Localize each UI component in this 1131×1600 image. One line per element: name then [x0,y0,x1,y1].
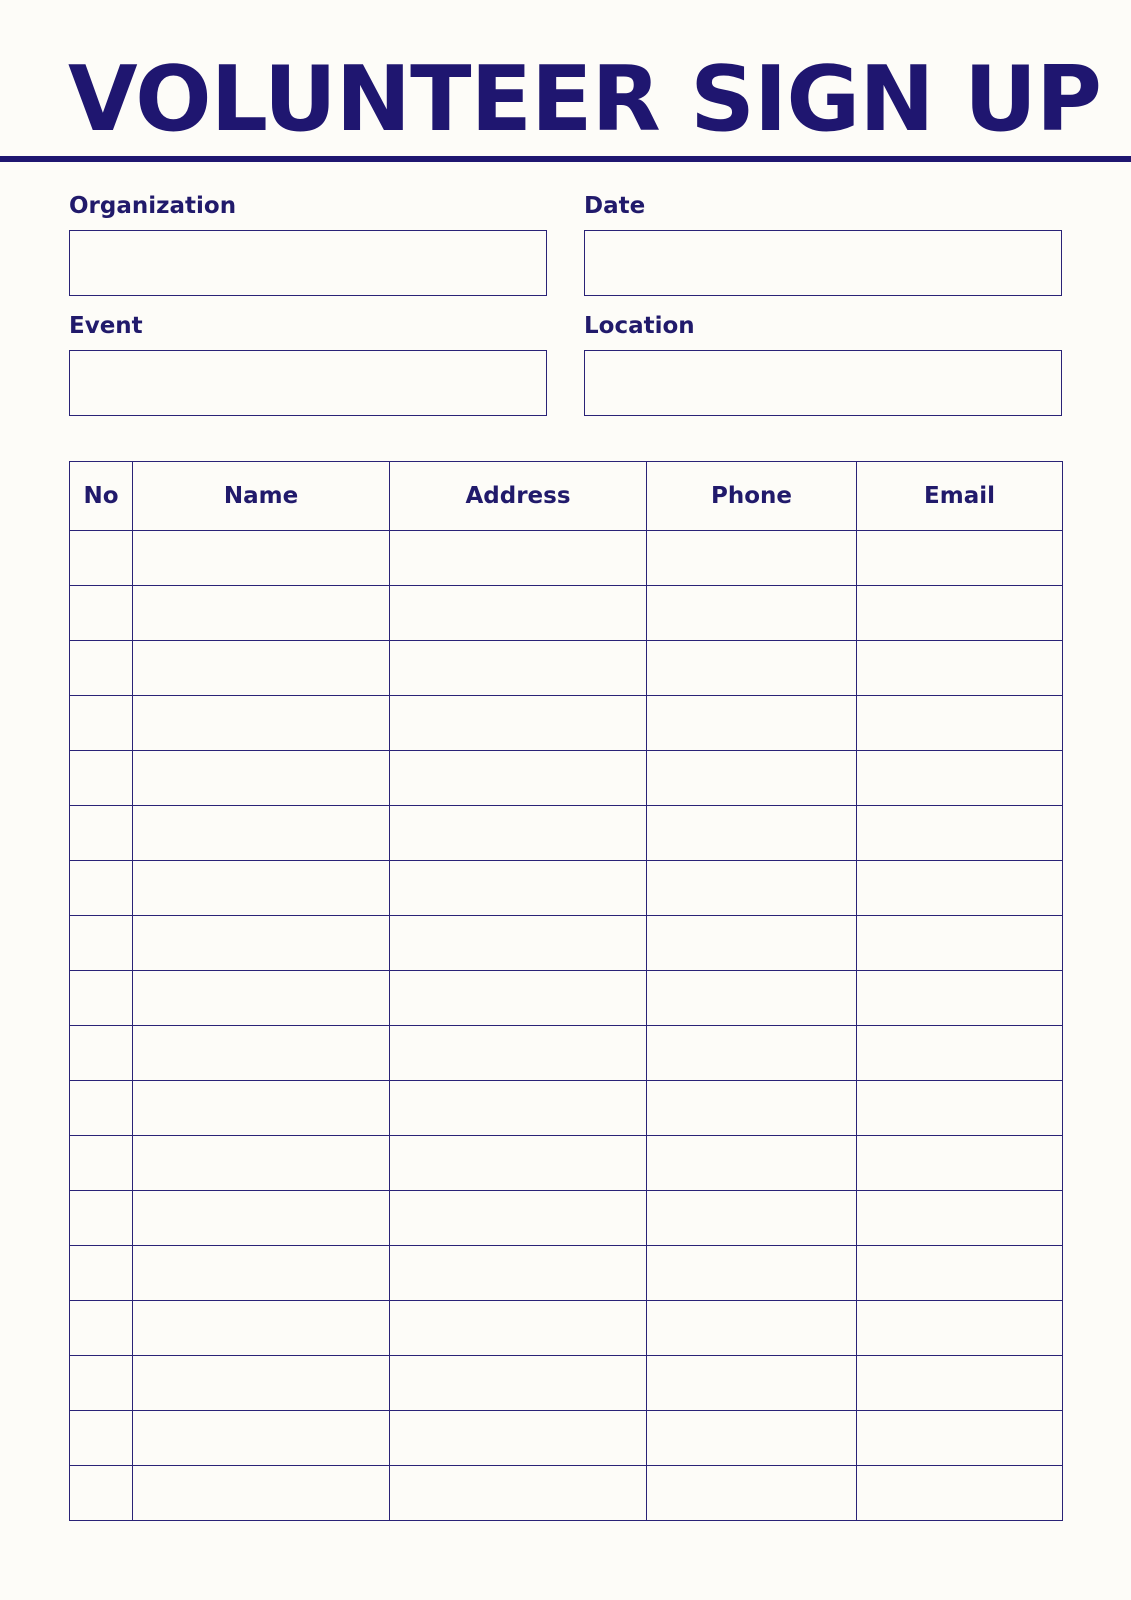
no-cell[interactable] [70,916,133,971]
address-cell[interactable] [390,641,647,696]
no-cell[interactable] [70,1356,133,1411]
address-cell[interactable] [390,586,647,641]
table-row [70,751,1063,806]
phone-cell[interactable] [647,531,857,586]
no-cell[interactable] [70,586,133,641]
no-cell[interactable] [70,1301,133,1356]
phone-cell[interactable] [647,971,857,1026]
phone-cell[interactable] [647,1026,857,1081]
phone-cell[interactable] [647,1081,857,1136]
name-cell[interactable] [133,1191,390,1246]
no-cell[interactable] [70,971,133,1026]
phone-cell[interactable] [647,1246,857,1301]
address-cell[interactable] [390,806,647,861]
phone-cell[interactable] [647,916,857,971]
no-cell[interactable] [70,531,133,586]
email-cell[interactable] [857,641,1063,696]
address-cell[interactable] [390,1081,647,1136]
no-cell[interactable] [70,1191,133,1246]
name-cell[interactable] [133,1411,390,1466]
column-header-phone: Phone [647,462,857,531]
column-header-no: No [70,462,133,531]
phone-cell[interactable] [647,586,857,641]
email-cell[interactable] [857,1136,1063,1191]
table-row [70,1081,1063,1136]
table-row [70,641,1063,696]
title-divider [0,156,1131,162]
address-cell[interactable] [390,1136,647,1191]
email-cell[interactable] [857,1191,1063,1246]
phone-cell[interactable] [647,1356,857,1411]
name-cell[interactable] [133,1081,390,1136]
no-cell[interactable] [70,1246,133,1301]
table-row [70,861,1063,916]
phone-cell[interactable] [647,751,857,806]
table-row [70,806,1063,861]
email-cell[interactable] [857,1081,1063,1136]
table-row [70,1191,1063,1246]
table-row [70,971,1063,1026]
event-field[interactable] [69,350,547,416]
address-cell[interactable] [390,1026,647,1081]
no-cell[interactable] [70,1466,133,1521]
address-cell[interactable] [390,1466,647,1521]
email-cell[interactable] [857,1246,1063,1301]
name-cell[interactable] [133,1246,390,1301]
phone-cell[interactable] [647,861,857,916]
table-header-row [70,462,1063,531]
organization-field[interactable] [69,230,547,296]
table-row [70,1466,1063,1521]
phone-cell[interactable] [647,1136,857,1191]
no-cell[interactable] [70,751,133,806]
email-cell[interactable] [857,586,1063,641]
name-cell[interactable] [133,586,390,641]
name-cell[interactable] [133,641,390,696]
name-cell[interactable] [133,696,390,751]
page-title: VOLUNTEER SIGN UP [68,47,1101,152]
table-row [70,1136,1063,1191]
email-cell[interactable] [857,531,1063,586]
table-row [70,531,1063,586]
no-cell[interactable] [70,861,133,916]
table-row [70,1356,1063,1411]
email-cell[interactable] [857,1301,1063,1356]
location-label: Location [584,313,695,339]
address-cell[interactable] [390,1301,647,1356]
table-body [70,531,1063,1521]
phone-cell[interactable] [647,1301,857,1356]
table-row [70,916,1063,971]
name-cell[interactable] [133,861,390,916]
no-cell[interactable] [70,1081,133,1136]
phone-cell[interactable] [647,806,857,861]
email-cell[interactable] [857,971,1063,1026]
email-cell[interactable] [857,861,1063,916]
phone-cell[interactable] [647,696,857,751]
phone-cell[interactable] [647,1466,857,1521]
email-cell[interactable] [857,1411,1063,1466]
column-header-name: Name [133,462,390,531]
column-header-address: Address [390,462,647,531]
email-cell[interactable] [857,751,1063,806]
name-cell[interactable] [133,751,390,806]
name-cell[interactable] [133,1136,390,1191]
name-cell[interactable] [133,1466,390,1521]
organization-label: Organization [69,193,237,219]
no-cell[interactable] [70,1026,133,1081]
name-cell[interactable] [133,971,390,1026]
no-cell[interactable] [70,806,133,861]
email-cell[interactable] [857,916,1063,971]
volunteer-table [69,461,1063,1521]
date-label: Date [584,193,646,219]
table-row [70,1301,1063,1356]
name-cell[interactable] [133,531,390,586]
column-header-email: Email [857,462,1063,531]
email-cell[interactable] [857,806,1063,861]
location-field[interactable] [584,350,1062,416]
address-cell[interactable] [390,916,647,971]
name-cell[interactable] [133,916,390,971]
email-cell[interactable] [857,1466,1063,1521]
no-cell[interactable] [70,1136,133,1191]
phone-cell[interactable] [647,641,857,696]
no-cell[interactable] [70,696,133,751]
address-cell[interactable] [390,1411,647,1466]
table-row [70,696,1063,751]
address-cell[interactable] [390,1356,647,1411]
phone-cell[interactable] [647,1191,857,1246]
table-row [70,1411,1063,1466]
name-cell[interactable] [133,1026,390,1081]
phone-cell[interactable] [647,1411,857,1466]
date-field[interactable] [584,230,1062,296]
no-cell[interactable] [70,1411,133,1466]
no-cell[interactable] [70,641,133,696]
address-cell[interactable] [390,1191,647,1246]
event-label: Event [69,313,143,339]
email-cell[interactable] [857,1356,1063,1411]
address-cell[interactable] [390,696,647,751]
table-row [70,586,1063,641]
address-cell[interactable] [390,861,647,916]
address-cell[interactable] [390,751,647,806]
table-row [70,1246,1063,1301]
name-cell[interactable] [133,806,390,861]
table-row [70,1026,1063,1081]
name-cell[interactable] [133,1356,390,1411]
name-cell[interactable] [133,1301,390,1356]
email-cell[interactable] [857,696,1063,751]
address-cell[interactable] [390,971,647,1026]
email-cell[interactable] [857,1026,1063,1081]
address-cell[interactable] [390,531,647,586]
address-cell[interactable] [390,1246,647,1301]
